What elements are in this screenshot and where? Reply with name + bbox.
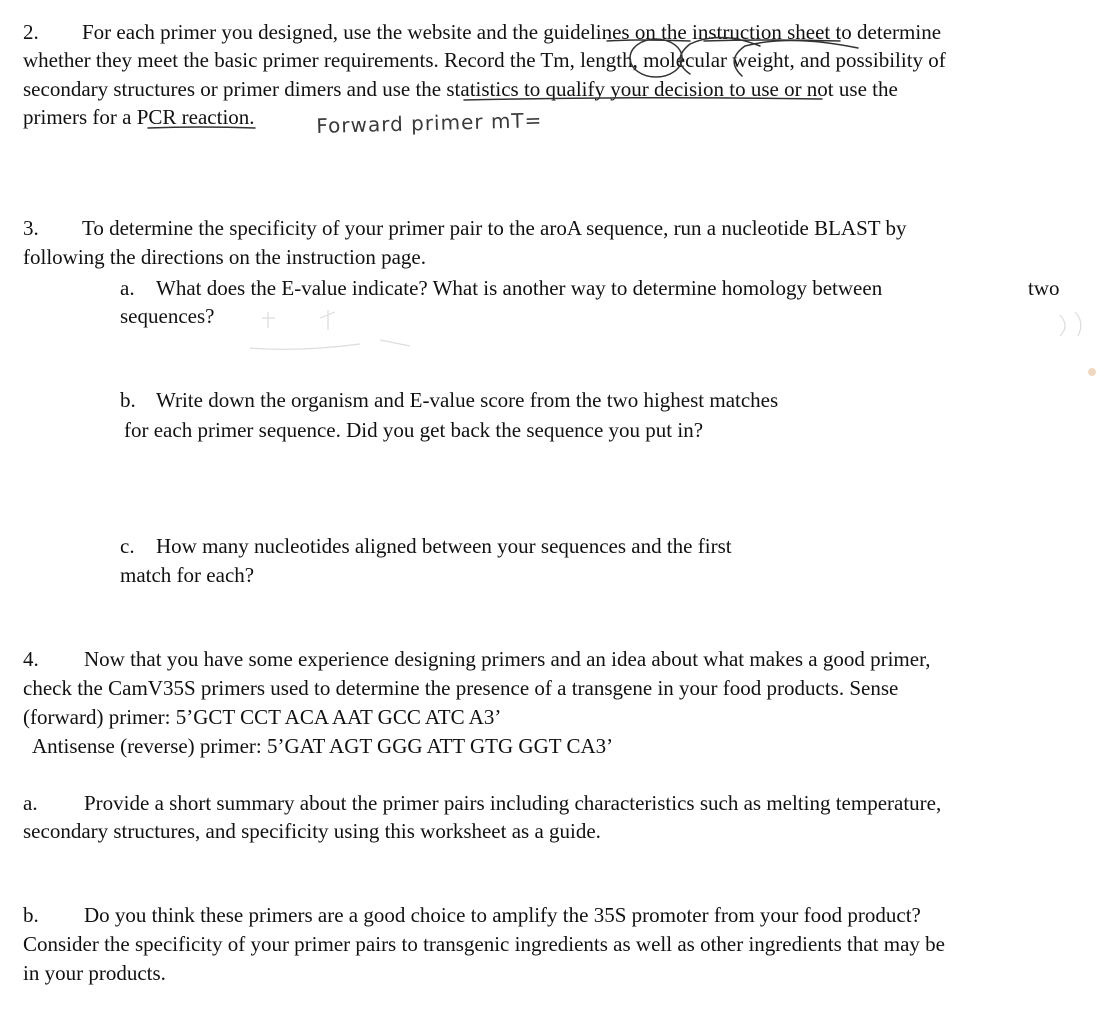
question-4b-line-2: Consider the specificity of your primer pairs to transgenic ingredients as well as other ingredients that may be xyxy=(23,932,945,956)
question-3a-line-1-tail: two xyxy=(1028,276,1060,300)
question-4b-line-3: in your products. xyxy=(23,961,166,985)
circle-tm xyxy=(630,39,682,77)
question-3a-label: a. xyxy=(120,276,135,300)
faint-mark-3 xyxy=(1060,312,1081,336)
question-4a-line-2: secondary structures, and specificity using this worksheet as a guide. xyxy=(23,819,601,843)
question-3-line-1: To determine the specificity of your primer pair to the aroA sequence, run a nucleotide BLAST by xyxy=(82,216,907,240)
question-2-line-3: secondary structures or primer dimers and use the statistics to qualify your decision to use or not use the xyxy=(23,77,898,101)
faint-mark-4 xyxy=(250,340,410,349)
question-3a-line-1: What does the E-value indicate? What is another way to determine homology between xyxy=(156,276,883,300)
question-4-reverse-primer: Antisense (reverse) primer: 5’GAT AGT GGG ATT GTG GGT CA3’ xyxy=(32,734,614,758)
faint-dot xyxy=(1088,368,1096,376)
question-3b-label: b. xyxy=(120,388,136,412)
faint-mark-1 xyxy=(262,312,275,328)
question-3c-label: c. xyxy=(120,534,135,558)
question-2-number: 2. xyxy=(23,20,39,44)
question-3b-line-1: Write down the organism and E-value score from the two highest matches xyxy=(156,388,779,412)
question-4-line-2: check the CamV35S primers used to determine the presence of a transgene in your food products. Sense xyxy=(23,676,899,700)
question-3a-line-2: sequences? xyxy=(120,304,215,328)
question-4-line-1: Now that you have some experience designing primers and an idea about what makes a good primer, xyxy=(84,647,931,671)
circle-molecular xyxy=(734,40,858,76)
question-2-line-1: For each primer you designed, use the website and the guidelines on the instruction sheet to determine xyxy=(82,20,942,44)
question-3b-line-2: for each primer sequence. Did you get back the sequence you put in? xyxy=(124,418,704,442)
question-4a-line-1: Provide a short summary about the primer pairs including characteristics such as melting temperature, xyxy=(84,791,942,815)
question-3-number: 3. xyxy=(23,216,39,240)
handwritten-note: Forward primer mT= xyxy=(316,108,543,138)
question-2-line-2: whether they meet the basic primer requirements. Record the Tm, length, molecular weight, and possibility of xyxy=(23,48,946,72)
question-4a-label: a. xyxy=(23,791,38,815)
question-3-line-2: following the directions on the instruction page. xyxy=(23,245,426,269)
question-2-line-4: primers for a PCR reaction. xyxy=(23,105,255,129)
faint-mark-2 xyxy=(320,310,335,330)
underline-pcr xyxy=(148,127,255,128)
question-3c-line-1: How many nucleotides aligned between your sequences and the first xyxy=(156,534,732,558)
question-4b-label: b. xyxy=(23,903,39,927)
question-4-number: 4. xyxy=(23,647,39,671)
question-3c-line-2: match for each? xyxy=(120,563,255,587)
underline-statistics xyxy=(464,98,822,100)
question-4-forward-primer: (forward) primer: 5’GCT CCT ACA AAT GCC ATC A3’ xyxy=(23,705,502,729)
question-4b-line-1: Do you think these primers are a good choice to amplify the 35S promoter from your food product? xyxy=(84,903,921,927)
circle-length xyxy=(680,37,760,74)
